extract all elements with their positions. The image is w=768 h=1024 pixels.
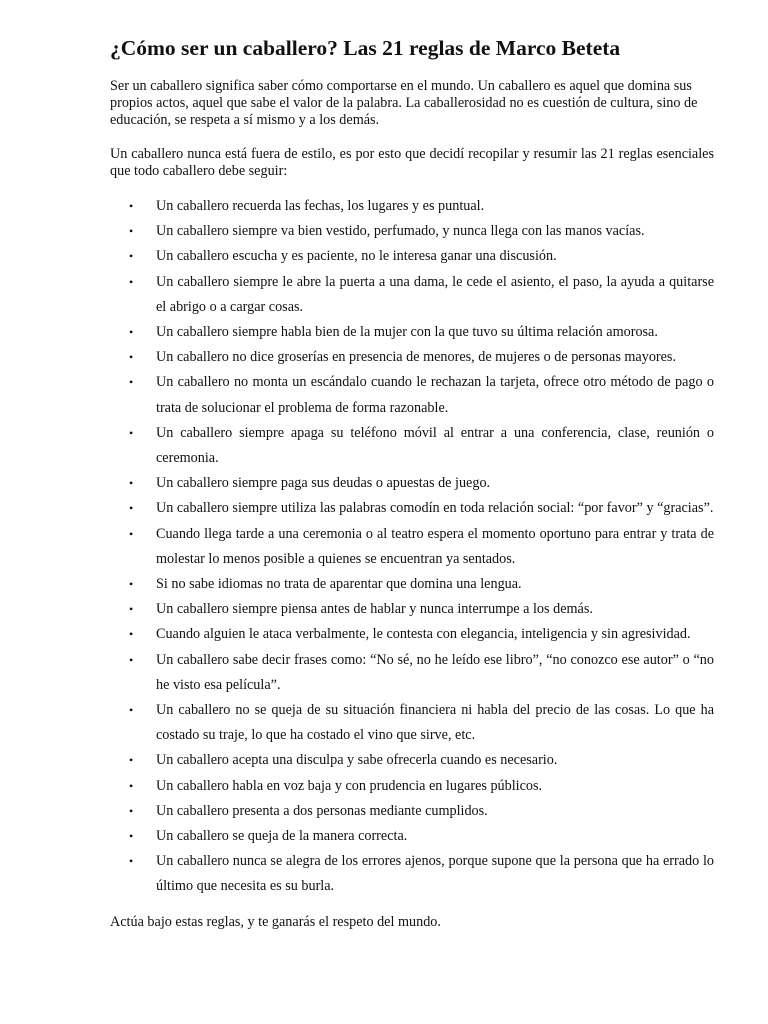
list-item — [110, 572, 714, 597]
list-item — [110, 244, 714, 269]
list-item — [110, 219, 714, 244]
rule-text: Un caballero se queja de la manera correcta. — [156, 828, 408, 845]
rule-text: Un caballero siempre habla bien de la mujer con la que tuvo su última relación amorosa. — [156, 324, 658, 341]
list-item — [110, 345, 714, 370]
closing-paragraph: Actúa bajo estas reglas, y te ganarás el respeto del mundo. — [110, 913, 441, 930]
rule-text: Un caballero siempre piensa antes de hablar y nunca interrumpe a los demás. — [156, 601, 593, 618]
bullet-icon: • — [129, 803, 134, 818]
document-page — [110, 34, 714, 931]
rule-text: Un caballero no dice groserías en presencia de menores, de mujeres o de personas mayores. — [156, 349, 677, 366]
rule-text: Cuando alguien le ataca verbalmente, le contesta con elegancia, inteligencia y sin agresividad. — [156, 626, 691, 643]
bullet-icon: • — [129, 425, 134, 440]
document-title: ¿Cómo ser un caballero? Las 21 reglas de Marco Beteta — [110, 36, 621, 60]
list-item — [110, 748, 714, 773]
list-item — [110, 597, 714, 622]
bullet-icon: • — [129, 350, 134, 365]
list-item — [110, 774, 714, 799]
bullet-icon: • — [129, 249, 134, 264]
bullet-icon: • — [129, 476, 134, 491]
intro-lead-paragraph: Un caballero nunca está fuera de estilo, es por esto que decidí recopilar y resumir las 21 reglas esenciales que todo caballero debe seguir: — [110, 146, 714, 179]
bullet-icon: • — [129, 375, 134, 390]
rule-text: Un caballero no se queja de su situación financiera ni habla del precio de las cosas. Lo que ha costado su traje, lo que ha costado el vino que sirve, etc. — [156, 702, 714, 744]
rule-text: Un caballero no monta un escándalo cuando le rechazan la tarjeta, ofrece otro método de pago o trata de solucionar el problema de forma razonable. — [156, 374, 714, 416]
list-item — [110, 270, 714, 320]
rule-text: Un caballero acepta una disculpa y sabe ofrecerla cuando es necesario. — [156, 752, 558, 769]
bullet-icon: • — [129, 703, 134, 718]
list-item — [110, 622, 714, 647]
bullet-icon: • — [129, 199, 134, 213]
bullet-icon: • — [129, 501, 134, 516]
list-item — [110, 522, 714, 572]
rule-text: Un caballero siempre utiliza las palabras comodín en toda relación social: “por favor” y “gracias”. — [156, 500, 714, 517]
list-item — [110, 799, 714, 824]
bullet-icon: • — [129, 325, 134, 340]
rule-text: Un caballero escucha y es paciente, no le interesa ganar una discusión. — [156, 248, 557, 265]
rule-text: Un caballero siempre va bien vestido, perfumado, y nunca llega con las manos vacías. — [156, 223, 645, 240]
bullet-icon: • — [129, 627, 134, 642]
rule-text: Un caballero siempre apaga su teléfono móvil al entrar a una conferencia, clase, reunión o ceremonia. — [156, 424, 714, 467]
bullet-icon: • — [129, 753, 134, 768]
bullet-icon: • — [129, 224, 134, 239]
list-item — [110, 320, 714, 345]
list-item — [110, 421, 714, 471]
rule-text: Un caballero sabe decir frases como: “No sé, no he leído ese libro”, “no conozco ese autor” o “no he visto esa película”. — [156, 651, 714, 693]
list-item — [110, 496, 714, 521]
bullet-icon: • — [129, 526, 134, 541]
rule-text: Un caballero siempre paga sus deudas o apuestas de juego. — [156, 475, 491, 492]
list-item — [110, 698, 714, 748]
bullet-icon: • — [129, 274, 134, 289]
intro-paragraph: Ser un caballero significa saber cómo comportarse en el mundo. Un caballero es aquel que domina sus propios actos, aquel que sabe el valor de la palabra. La caballerosidad no es cuestión de cultura, sino de educación, se respeta a sí mismo y a los demás. — [110, 78, 698, 128]
rule-text: Un caballero siempre le abre la puerta a una dama, le cede el asiento, el paso, la ayuda a quitarse el abrigo o a cargar cosas. — [156, 273, 714, 315]
bullet-icon: • — [129, 602, 134, 617]
list-item — [110, 194, 714, 219]
bullet-icon: • — [129, 829, 134, 844]
list-item — [110, 824, 714, 849]
bullet-icon: • — [129, 854, 134, 869]
list-item — [110, 471, 714, 496]
list-item — [110, 370, 714, 420]
list-item — [110, 648, 714, 698]
rule-text: Un caballero recuerda las fechas, los lugares y es puntual. — [156, 198, 485, 214]
rule-text: Si no sabe idiomas no trata de aparentar que domina una lengua. — [156, 576, 522, 593]
list-item — [110, 849, 714, 899]
rule-text: Un caballero habla en voz baja y con prudencia en lugares públicos. — [156, 777, 543, 794]
bullet-icon: • — [129, 652, 134, 667]
rule-text: Cuando llega tarde a una ceremonia o al teatro espera el momento oportuno para entrar y trata de molestar lo menos posible a quienes se encuentran ya sentados. — [156, 525, 714, 567]
rules-list — [110, 194, 714, 900]
rule-text: Un caballero nunca se alegra de los errores ajenos, porque supone que la persona que ha errado lo último que necesita es su burla. — [156, 853, 714, 895]
rule-text: Un caballero presenta a dos personas mediante cumplidos. — [156, 802, 488, 819]
bullet-icon: • — [129, 778, 134, 793]
bullet-icon: • — [129, 577, 134, 592]
